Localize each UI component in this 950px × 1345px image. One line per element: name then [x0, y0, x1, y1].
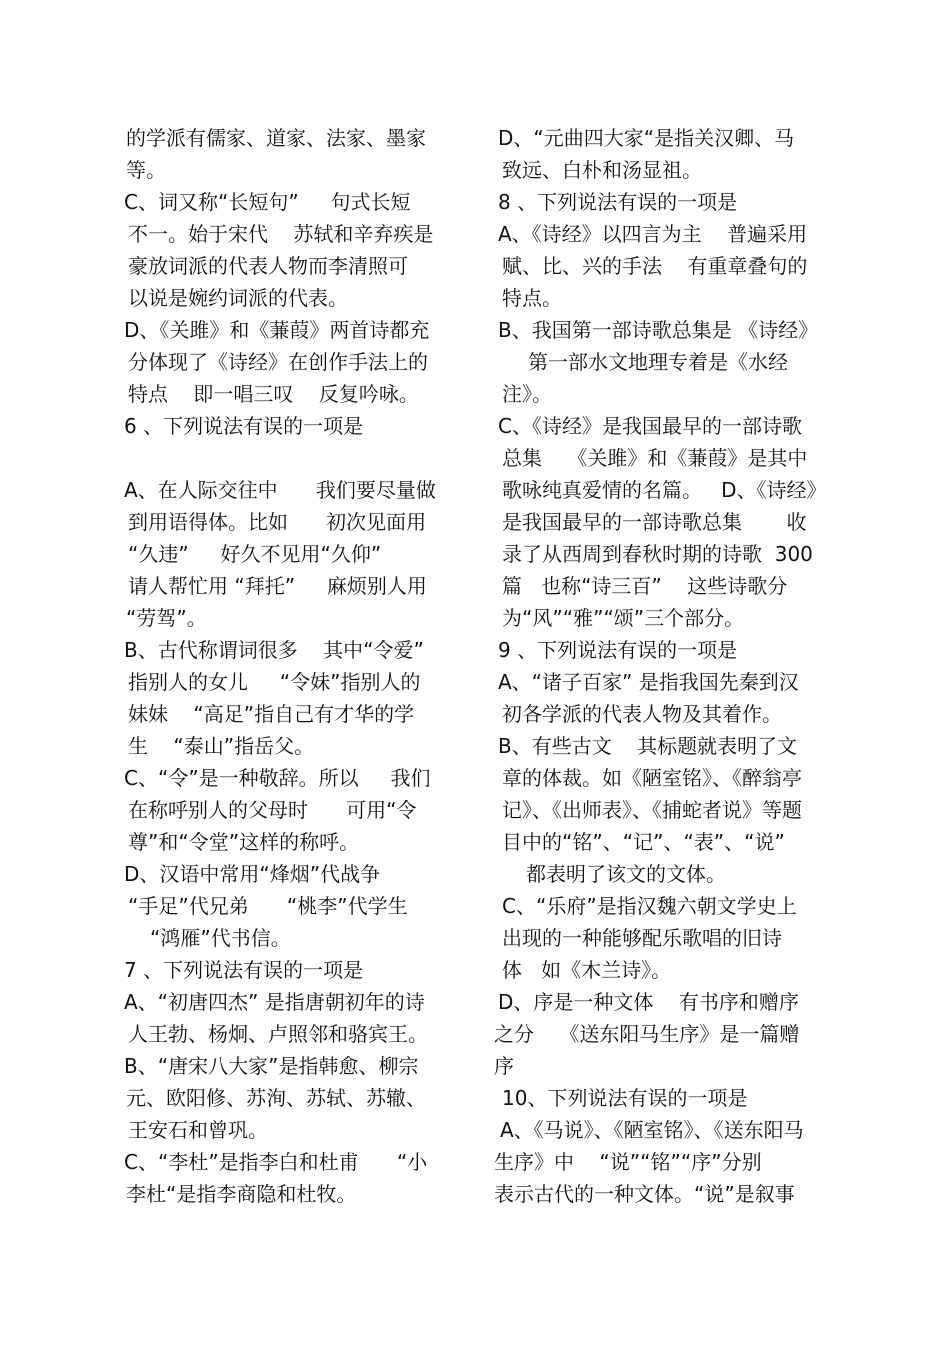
text-line: 请人帮忙用 “拜托” 麻烦别人用 [128, 574, 427, 598]
question-heading: 10、下列说法有误的一项是 [502, 1086, 748, 1110]
text-line: 之分 《送东阳马生序》是一篇赠 [494, 1022, 800, 1046]
text-line: 生 “泰山”指岳父。 [128, 734, 315, 758]
text-line: 豪放词派的代表人物而李清照可 [128, 254, 408, 278]
text-line: B、我国第一部诗歌总集是 《诗经》 [498, 318, 819, 342]
text-line: D、《关雎》和《蒹葭》两首诗都充 [124, 318, 430, 342]
text-line: C、词又称“长短句” 句式长短 [124, 190, 411, 214]
text-line: B、“唐宋八大家”是指韩愈、柳宗 [124, 1054, 419, 1078]
text-line: 等。 [126, 158, 166, 182]
text-line: A、“诸子百家” 是指我国先秦到汉 [498, 670, 799, 694]
text-line: 王安石和曾巩。 [128, 1118, 268, 1142]
text-line: 出现的一种能够配乐歌唱的旧诗 [502, 926, 782, 950]
text-line: D、“元曲四大家“是指关汉卿、马 [498, 126, 795, 150]
text-line: D、汉语中常用“烽烟”代战争 [124, 862, 381, 886]
question-heading: 6 、下列说法有误的一项是 [124, 414, 364, 438]
text-line: 指别人的女儿 “令妹”指别人的 [128, 670, 421, 694]
text-line: 记》、《出师表》、《捕蛇者说》等题 [502, 798, 802, 822]
text-line: “鸿雁”代书信。 [150, 926, 291, 950]
text-line: 表示古代的一种文体。“说”是叙事 [494, 1182, 795, 1206]
text-line: 都表明了该文的文体。 [526, 862, 726, 886]
text-line: 不一。始于宋代 苏轼和辛弃疾是 [128, 222, 434, 246]
text-line: 赋、比、兴的手法 有重章叠句的 [502, 254, 808, 278]
text-line: 目中的“铭”、“记”、“表”、“说” [502, 830, 785, 854]
text-line: 特点。 [502, 286, 562, 310]
text-line: C、《诗经》是我国最早的一部诗歌 [498, 414, 802, 438]
text-line: 为“风”“雅”“颂”三个部分。 [502, 606, 745, 630]
text-line: 生序》中 “说”“铭”“序”分别 [494, 1150, 762, 1174]
text-line: B、古代称谓词很多 其中“令爱” [124, 638, 424, 662]
text-line: C、“乐府”是指汉魏六朝文学史上 [502, 894, 797, 918]
text-line: “久违” 好久不见用“久仰” [128, 542, 382, 566]
text-line: 总集 《关雎》和《蒹葭》是其中 [502, 446, 808, 470]
text-line: 第一部水文地理专着是《水经 [528, 350, 788, 374]
text-line: 注》。 [502, 382, 552, 406]
text-line: A、在人际交往中 我们要尽量做 [124, 478, 436, 502]
text-line: 录了从西周到春秋时期的诗歌 300 [502, 542, 813, 566]
text-line: 初各学派的代表人物及其着作。 [502, 702, 782, 726]
text-line: 分体现了《诗经》在创作手法上的 [128, 350, 428, 374]
text-line: 特点 即一唱三叹 反复吟咏。 [128, 382, 419, 406]
text-line: A、《诗经》以四言为主 普遍采用 [498, 222, 808, 246]
text-line: 是我国最早的一部诗歌总集 收 [502, 510, 807, 534]
question-heading: 7 、下列说法有误的一项是 [124, 958, 364, 982]
text-line: 篇 也称“诗三百” 这些诗歌分 [502, 574, 788, 598]
text-line: 到用语得体。比如 初次见面用 [128, 510, 427, 534]
text-line: B、有些古文 其标题就表明了文 [498, 734, 798, 758]
text-line: 致远、白朴和汤显祖。 [502, 158, 702, 182]
text-line: 人王勃、杨炯、卢照邻和骆宾王。 [128, 1022, 428, 1046]
text-line: C、“李杜”是指李白和杜甫 “小 [124, 1150, 428, 1174]
text-line: 元、欧阳修、苏洵、苏轼、苏辙、 [126, 1086, 426, 1110]
text-line: 李杜“是指李商隐和杜牧。 [126, 1182, 357, 1206]
text-line: 体 如《木兰诗》。 [502, 958, 672, 982]
text-line: 以说是婉约词派的代表。 [128, 286, 348, 310]
text-line: 章的体裁。如《陋室铭》、《醉翁亭 [502, 766, 802, 790]
text-line: C、“令”是一种敬辞。所以 我们 [124, 766, 431, 790]
text-line: A、《马说》、《陋室铭》、《送东阳马 [500, 1118, 804, 1142]
text-line: 妹妹 “高足”指自己有才华的学 [128, 702, 415, 726]
text-line: 尊”和“令堂”这样的称呼。 [128, 830, 360, 854]
text-line: 歌咏纯真爱情的名篇。 D、《诗经》 [502, 478, 827, 502]
question-heading: 9 、下列说法有误的一项是 [498, 638, 738, 662]
text-line: 序 [494, 1054, 514, 1078]
text-line: D、序是一种文体 有书序和赠序 [498, 990, 799, 1014]
text-line: “劳驾”。 [126, 606, 207, 630]
text-line: 的学派有儒家、道家、法家、墨家 [126, 126, 426, 150]
text-line: 在称呼别人的父母时 可用“令 [128, 798, 417, 822]
text-line: A、“初唐四杰” 是指唐朝初年的诗 [124, 990, 425, 1014]
question-heading: 8 、下列说法有误的一项是 [498, 190, 738, 214]
text-line: “手足”代兄弟 “桃李”代学生 [128, 894, 408, 918]
